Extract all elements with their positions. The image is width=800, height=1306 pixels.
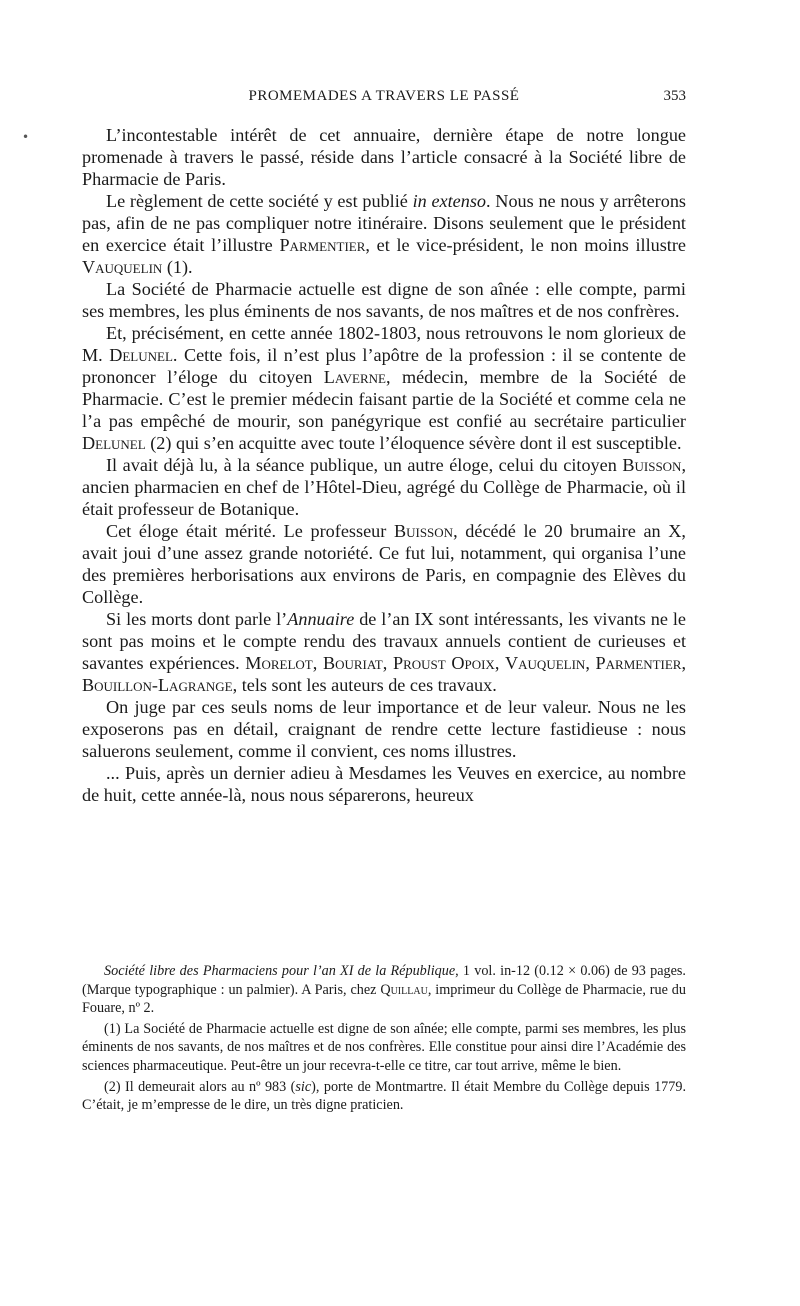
proper-name: Quillau bbox=[380, 981, 428, 998]
text-run: , bbox=[382, 653, 393, 673]
proper-name: Morelot bbox=[245, 653, 313, 673]
paragraph bbox=[82, 762, 686, 806]
text-run: , bbox=[681, 653, 687, 673]
text-run: L’incontestable intérêt de cet annuaire, dernière étape de notre longue promenade à travers le passé, réside dans l’article consacré à la Société libre de Pharmacie de Paris. bbox=[82, 125, 686, 189]
margin-mark: • bbox=[22, 130, 30, 144]
footnote bbox=[82, 962, 686, 1018]
proper-name: Bouillon-Lagrange bbox=[82, 675, 233, 695]
proper-name: Parmentier bbox=[279, 235, 366, 255]
proper-name: Proust Opoix bbox=[392, 653, 495, 673]
running-title: PROMEMADES A TRAVERS LE PASSÉ bbox=[248, 88, 520, 104]
proper-name: Buisson bbox=[393, 521, 454, 541]
text-run: (2) qui s’en acquitte avec toute l’éloquence sévère dont il est susceptible. bbox=[145, 433, 682, 453]
proper-name: Laverne bbox=[323, 367, 386, 387]
text-run: , et le vice-président, le non moins illustre bbox=[365, 235, 686, 255]
text-run: , médecin, membre de la Société de Pharmacie. C’est le premier médecin faisant partie de la Société et comme cela ne l’a pas empêché de mourir, son panégyrique est confié au secrétaire particulier bbox=[82, 367, 686, 431]
text-run: de l’an IX sont intéressants, les vivants ne le sont pas moins et le compte rendu des travaux annuels contient de curieuses et savantes expériences. bbox=[82, 609, 687, 673]
text-run: (1) La Société de Pharmacie actuelle est digne de son aînée; elle compte, parmi ses membres, les plus éminents de nos savants, de nos maîtres et de nos confrères. Elle constitue pour ainsi dire l’Académie des sciences pharmaceutique. Peut-être un jour recevra-t-elle ce titre, car tout arrive, même le bien. bbox=[82, 1020, 686, 1074]
text-run: (1). bbox=[162, 257, 193, 277]
text-run: Le règlement de cette société y est publié bbox=[106, 191, 413, 211]
paragraph bbox=[82, 454, 686, 520]
text-run: , décédé le 20 brumaire an X, avait joui d’une assez grande notoriété. Ce fut lui, notamment, qui organisa l’une des premières herborisations aux environs de Paris, en compagnie des Elèves du Collège. bbox=[82, 521, 686, 607]
page-number: 353 bbox=[663, 88, 686, 104]
text-run: Si les morts dont parle l’ bbox=[106, 609, 288, 629]
italic-text: Société libre des Pharmaciens pour l’an XI de la République bbox=[104, 963, 456, 979]
paragraph bbox=[82, 608, 686, 696]
proper-name: Delunel bbox=[109, 345, 173, 365]
footnote bbox=[82, 1078, 686, 1115]
footnotes bbox=[82, 962, 686, 1117]
text-run: , bbox=[585, 653, 596, 673]
paragraph bbox=[82, 278, 686, 322]
proper-name: Vauquelin bbox=[82, 257, 163, 277]
text-run: (2) Il demeurait alors au nº 983 ( bbox=[104, 1078, 296, 1095]
text-run: . Nous ne nous y arrêterons pas, afin de ne pas compliquer notre itinéraire. Disons seulement que le président en exercice était l’illustre bbox=[82, 191, 686, 255]
text-run: Cet éloge était mérité. Le professeur bbox=[106, 521, 394, 541]
italic-text: sic bbox=[295, 1078, 312, 1095]
text-run: La Société de Pharmacie actuelle est digne de son aînée : elle compte, parmi ses membres, les plus éminents de nos savants, de nos maîtres et de nos confrères. bbox=[82, 279, 686, 321]
text-run: ... Puis, après un dernier adieu à Mesdames les Veuves en exercice, au nombre de huit, cette année-là, nous nous séparerons, heureux bbox=[82, 763, 686, 805]
proper-name: Vauquelin bbox=[505, 653, 586, 673]
proper-name: Buisson bbox=[622, 455, 682, 475]
text-run: , bbox=[494, 653, 506, 673]
body-text bbox=[82, 124, 686, 806]
paragraph bbox=[82, 322, 686, 454]
italic-text: in extenso bbox=[412, 191, 487, 211]
italic-text: Annuaire bbox=[287, 609, 355, 629]
text-run: , 1 vol. in-12 (0.12 × 0.06) de 93 pages. (Marque typographique : un palmier). A Paris, chez bbox=[82, 963, 686, 998]
paragraph bbox=[82, 520, 686, 608]
paragraph bbox=[82, 696, 686, 762]
text-run: , tels sont les auteurs de ces travaux. bbox=[232, 675, 497, 695]
page-header bbox=[82, 88, 686, 112]
proper-name: Bouriat bbox=[322, 653, 383, 673]
text-run: . Cette fois, il n’est plus l’apôtre de la profession : il se contente de prononcer l’éloge du citoyen bbox=[82, 345, 687, 387]
proper-name: Delunel bbox=[82, 433, 146, 453]
text-run: , bbox=[312, 653, 323, 673]
text-run: ), porte de Montmartre. Il était Membre du Collège depuis 1779. C’était, je m’empresse de le dire, un très digne praticien. bbox=[82, 1078, 686, 1114]
footnote bbox=[82, 1020, 686, 1076]
text-run: , imprimeur du Collège de Pharmacie, rue du Fouare, nº 2. bbox=[82, 981, 686, 1017]
paragraph bbox=[82, 190, 686, 278]
text-run: Et, précisément, en cette année 1802-1803, nous retrouvons le nom glorieux de M. bbox=[82, 323, 686, 365]
proper-name: Parmentier bbox=[595, 653, 682, 673]
text-run: Il avait déjà lu, à la séance publique, un autre éloge, celui du citoyen bbox=[106, 455, 623, 475]
text-run: , ancien pharmacien en chef de l’Hôtel-Dieu, agrégé du Collège de Pharmacie, où il était professeur de Botanique. bbox=[82, 455, 686, 519]
paragraph bbox=[82, 124, 686, 190]
text-run: On juge par ces seuls noms de leur importance et de leur valeur. Nous ne les exposerons pas en détail, craignant de rendre cette lecture fastidieuse : nous saluerons seulement, comme il convient, ces noms illustres. bbox=[82, 697, 686, 761]
